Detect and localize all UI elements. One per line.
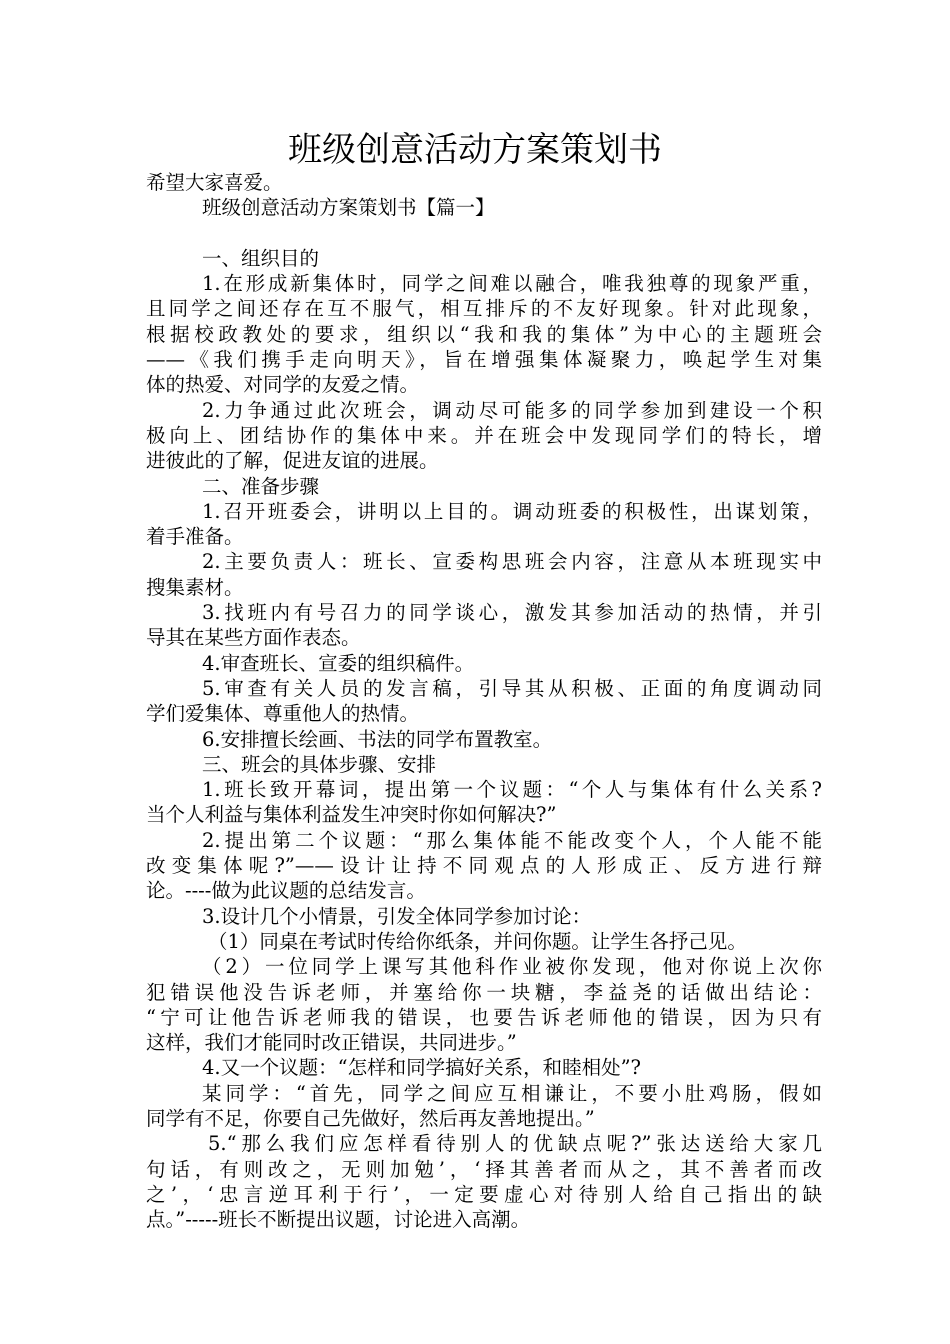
text-line: 5.审查有关人员的发言稿，引导其从积极、正面的角度调动同: [202, 676, 822, 700]
text-line: 改变集体呢?”——设计让持不同观点的人形成正、反方进行辩: [146, 854, 822, 878]
text-line: 二、准备步骤: [202, 474, 320, 498]
document-title: 班级创意活动方案策划书: [288, 130, 662, 170]
text-line: 犯错误他没告诉老师，并塞给你一块糖，李益尧的话做出结论：: [146, 980, 822, 1004]
text-line: 1.班长致开幕词，提出第一个议题：“个人与集体有什么关系?: [202, 778, 822, 802]
text-line: 之’，‘忠言逆耳利于行’，一定要虚心对待别人给自己指出的缺: [146, 1182, 822, 1206]
text-line: 2.提出第二个议题：“那么集体能不能改变个人，个人能不能: [202, 828, 822, 852]
text-line: 希望大家喜爱。: [146, 171, 283, 194]
text-line: （1）同桌在考试时传给你纸条，并问你题。让学生各抒己见。: [208, 929, 747, 953]
text-line: 某同学：“首先，同学之间应互相谦让，不要小肚鸡肠，假如: [202, 1081, 822, 1105]
document-body: [146, 170, 822, 1232]
text-line: 1.在形成新集体时，同学之间难以融合，唯我独尊的现象严重，: [202, 272, 822, 296]
text-line: 当个人利益与集体利益发生冲突时你如何解决?”: [146, 803, 557, 827]
text-line: 进彼此的了解，促进友谊的进展。: [146, 449, 439, 473]
text-line: 且同学之间还存在互不服气，相互排斥的不友好现象。针对此现象，: [146, 297, 822, 321]
text-line: 极向上、团结协作的集体中来。并在班会中发现同学们的特长，增: [146, 423, 822, 447]
text-line: 搜集素材。: [146, 575, 244, 599]
text-line: 句话，有则改之，无则加勉’，‘择其善者而从之，其不善者而改: [146, 1157, 822, 1181]
text-line: 同学有不足，你要自己先做好，然后再友善地提出。”: [146, 1106, 595, 1130]
text-line: 一、组织目的: [202, 246, 320, 270]
text-line: 4.审查班长、宣委的组织稿件。: [202, 651, 475, 675]
text-line: 3.找班内有号召力的同学谈心，激发其参加活动的热情，并引: [202, 601, 822, 625]
text-line: “宁可让他告诉老师我的错误，也要告诉老师他的错误，因为只有: [146, 1005, 822, 1029]
text-line: 1.召开班委会，讲明以上目的。调动班委的积极性，出谋划策，: [202, 499, 822, 523]
text-line: 3.设计几个小情景，引发全体同学参加讨论：: [202, 904, 592, 928]
text-line: 2.力争通过此次班会，调动尽可能多的同学参加到建设一个积: [202, 398, 822, 422]
text-line: ——《我们携手走向明天》，旨在增强集体凝聚力，唤起学生对集: [146, 348, 822, 372]
text-line: 班级创意活动方案策划书【篇一】: [202, 196, 495, 220]
text-line: 着手准备。: [146, 525, 244, 549]
text-line: 2.主要负责人：班长、宣委构思班会内容，注意从本班现实中: [202, 550, 822, 574]
text-line: 学们爱集体、尊重他人的热情。: [146, 702, 420, 726]
text-line: 这样，我们才能同时改正错误，共同进步。”: [146, 1031, 517, 1055]
text-line: 4.又一个议题：“怎样和同学搞好关系，和睦相处”?: [202, 1056, 641, 1080]
text-line: 体的热爱、对同学的友爱之情。: [146, 373, 420, 397]
text-line: 根据校政教处的要求，组织以“我和我的集体”为中心的主题班会: [146, 322, 822, 346]
text-line: [146, 221, 822, 246]
text-line: 导其在某些方面作表态。: [146, 626, 361, 650]
text-line: （2）一位同学上课写其他科作业被你发现，他对你说上次你: [202, 955, 822, 979]
text-line: 5.“那么我们应怎样看待别人的优缺点呢?”张达送给大家几: [208, 1132, 822, 1156]
text-line: 论。----做为此议题的总结发言。: [146, 879, 426, 903]
text-line: 点。”-----班长不断提出议题，讨论进入高潮。: [146, 1208, 531, 1232]
text-line: 三、班会的具体步骤、安排: [202, 752, 437, 776]
text-line: 6.安排擅长绘画、书法的同学布置教室。: [202, 727, 553, 751]
